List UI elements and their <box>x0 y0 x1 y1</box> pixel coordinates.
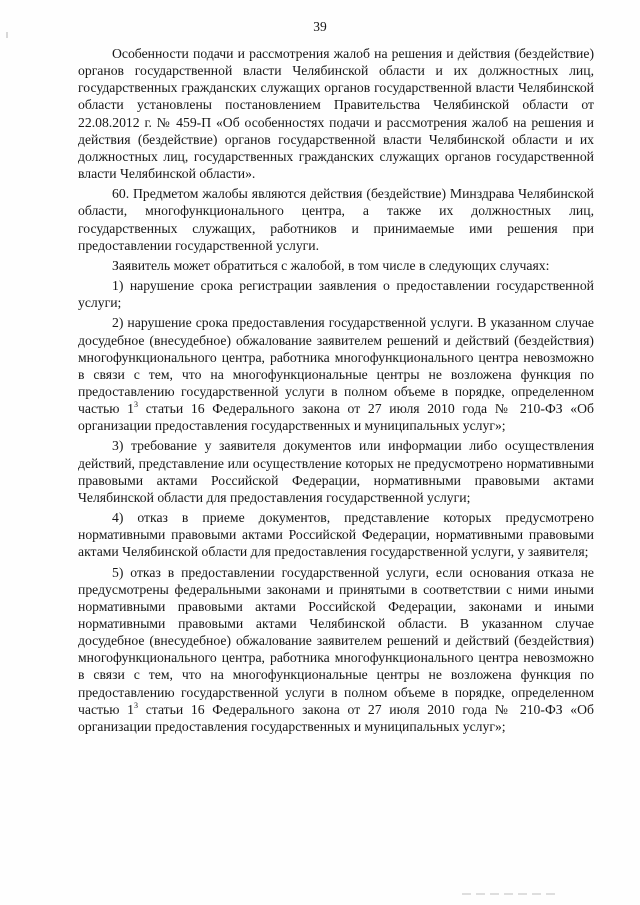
list-item-4: 4) отказ в приеме документов, представление которых предусмотрено нормативными правовыми актами Российской Федерации, нормативными правовыми актами Челябинской области для предоставления государственной услуги, у заявителя; <box>78 510 594 560</box>
list-item-5-superscript: 3 <box>134 700 139 710</box>
list-item-1: 1) нарушение срока регистрации заявления о предоставлении государственной услуги; <box>78 278 594 311</box>
list-item-5 <box>78 564 594 736</box>
document-body <box>78 45 594 738</box>
list-item-5-text-start: 5) отказ в предоставлении государственной услуги, если основания отказа не предусмотрены федеральными законами и принятыми в соответствии с ними иными нормативными правовыми актами Российской Федерации, законами и иными нормативными правовыми актами Челябинской области. В указанном случае досудебное (внесудебное) обжалование заявителем решений и действий (бездействия) многофункционального центра, работника многофункционального центра невозможно в связи с тем, что на многофункциональные центры не возложена функция по предоставлению государственной услуги в полном объеме в порядке, определенном частью 1 <box>78 564 594 717</box>
paragraph-60-complaint-subject: 60. Предметом жалобы являются действия (бездействие) Минздрава Челябинской области, многофункционального центра, а также их должностных лиц, государственных служащих, работников и принимаемые ими решения при предоставлении государственной услуги. <box>78 186 594 253</box>
list-item-5-text-end: статьи 16 Федерального закона от 27 июля 2010 года № 210-ФЗ «Об организации предоставления государственных и муниципальных услуг»; <box>78 701 594 734</box>
scan-footer-mark <box>462 893 558 895</box>
list-item-2-text-start: 2) нарушение срока предоставления государственной услуги. В указанном случае досудебное (внесудебное) обжалование заявителем решений и действий (бездействия) многофункционального центра, работника многофункционального центра невозможно в связи с тем, что на многофункциональные центры не возложена функция по предоставлению государственной услуги в полном объеме в порядке, определенном частью 1 <box>78 315 594 417</box>
list-item-2-superscript: 3 <box>134 400 139 410</box>
paragraph-cases-intro: Заявитель может обратиться с жалобой, в том числе в следующих случаях: <box>112 257 550 273</box>
page-number: 39 <box>313 19 327 34</box>
paragraph-complaint-procedure: Особенности подачи и рассмотрения жалоб на решения и действия (бездействие) органов государственной власти Челябинской области и их должностных лиц, государственных гражданских служащих органов государственной власти Челябинской области установлены постановлением Правительства Челябинской области от 22.08.2012 г. № 459-П «Об особенностях подачи и рассмотрения жалоб на решения и действия (бездействие) органов государственной власти Челябинской области и их должностных лиц, государственных гражданских служащих органов государственной власти Челябинской области». <box>78 46 594 182</box>
list-item-2 <box>78 314 594 434</box>
list-item-3: 3) требование у заявителя документов или информации либо осуществления действий, представление или осуществление которых не предусмотрено нормативными правовыми актами Российской Федерации, нормативными правовыми актами Челябинской области для предоставления государственной услуги; <box>78 438 594 505</box>
list-item-2-text-end: статьи 16 Федерального закона от 27 июля 2010 года № 210-ФЗ «Об организации предоставления государственных и муниципальных услуг»; <box>78 401 594 434</box>
